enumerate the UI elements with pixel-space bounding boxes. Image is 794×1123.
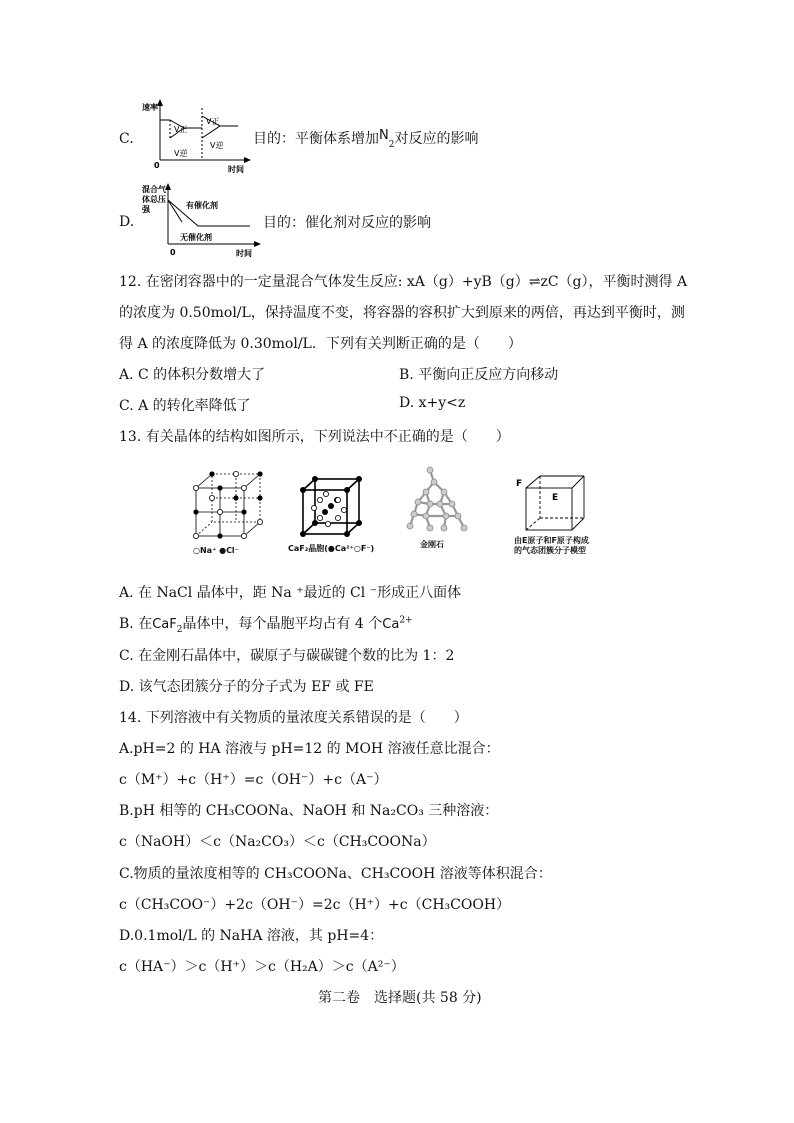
ef-label-f: F: [516, 479, 523, 489]
caf2-unit-cell-figure: [300, 476, 362, 540]
q13-option-a: A. 在 NaCl 晶体中，距 Na ⁺最近的 Cl ⁻形成正八面体: [119, 585, 462, 601]
diamond-structure-figure: [400, 466, 478, 538]
q11-c-rate-graph: [140, 98, 252, 176]
q11-d-curve1: 有催化剂: [186, 201, 218, 210]
ef-cluster-figure: [508, 472, 588, 534]
q11-d-ylabel-2: 体总压: [142, 195, 166, 204]
q14-stem: 14. 下列溶液中有关物质的量浓度关系错误的是（ ）: [119, 710, 468, 726]
q14-c-equation: c（CH₃COO⁻）+2c（OH⁻）=2c（H⁺）+c（CH₃COOH）: [119, 897, 511, 913]
q11-c-purpose: [253, 128, 478, 150]
nacl-lattice-figure: [190, 470, 270, 546]
q11-d-purpose: 目的：催化剂对反应的影响: [263, 215, 431, 231]
q11-c-n2-sub: 2: [388, 139, 395, 150]
q11-c-ylabel: 速率: [142, 103, 158, 112]
q12-option-b: B. 平衡向正反应方向移动: [399, 367, 559, 383]
q11-d-curve2: 无催化剂: [180, 233, 212, 242]
q13-b-ion-sup: 2+: [399, 615, 413, 626]
ef-label-e: E: [552, 493, 559, 503]
nacl-caption: ○Na⁺ ●Cl⁻: [193, 546, 239, 555]
q12-option-a: A. C 的体积分数增大了: [119, 367, 266, 383]
q11-d-xlabel: 时间: [236, 249, 252, 258]
q14-a-equation: c（M⁺）+c（H⁺）=c（OH⁻）+c（A⁻）: [119, 772, 388, 788]
q12-line-3: 得 A 的浓度降低为 0.30mol/L．下列有关判断正确的是（ ）: [119, 336, 522, 352]
q12-option-c: C. A 的转化率降低了: [119, 398, 251, 414]
q11-d-pressure-graph: [140, 182, 262, 260]
q11-c-vpos1: V正: [174, 125, 188, 134]
q11-d-ylabel-3: 强: [142, 205, 150, 214]
q11-d-ylabel-1: 混合气: [142, 185, 166, 194]
ef-caption-line-1: 由E原子和F原子构成: [514, 536, 589, 545]
q14-d-equation: c（HA⁻）＞c（H⁺）＞c（H₂A）＞c（A²⁻）: [119, 959, 405, 975]
q12-line-1: 12. 在密闭容器中的一定量混合气体发生反应: xA（g）+yB（g）⇌zC（g），平衡时测得 A: [119, 274, 688, 290]
q13-option-d: D. 该气态团簇分子的分子式为 EF 或 FE: [119, 679, 374, 695]
q13-b-pre: B. 在: [119, 616, 153, 632]
q11-c-purpose-pre: 目的：平衡体系增加: [253, 131, 379, 147]
q11-c-vpos2: V正: [206, 117, 220, 126]
q11-d-label: D.: [119, 214, 135, 230]
q13-option-b: [119, 613, 413, 635]
q14-b-equation: c（NaOH）＜c（Na₂CO₃）＜c（CH₃COONa）: [119, 834, 436, 850]
q11-c-n2: N: [379, 128, 389, 143]
q13-b-ion: Ca: [382, 617, 400, 632]
q13-b-mid: 晶体中，每个晶胞平均占有 4 个: [182, 616, 383, 632]
diamond-caption: 金刚石: [420, 540, 444, 549]
q14-a-label: A.pH=2 的 HA 溶液与 pH=12 的 MOH 溶液任意比混合：: [119, 741, 500, 757]
q11-c-vrev1: V逆: [174, 149, 188, 158]
q13-option-c: C. 在金刚石晶体中，碳原子与碳碳键个数的比为 1：2: [119, 648, 455, 664]
ef-caption-line-2: 的气态团簇分子模型: [514, 546, 586, 555]
caf2-caption: CaF₂晶胞(●Ca²⁺○F⁻): [288, 544, 375, 553]
q14-c-label: C.物质的量浓度相等的 CH₃COONa、CH₃COOH 溶液等体积混合：: [119, 866, 552, 882]
q13-b-caf-sub: 2: [176, 624, 183, 635]
q11-c-origin: 0: [154, 161, 160, 170]
q11-d-origin: 0: [170, 248, 176, 257]
q11-c-vrev2: V逆: [210, 141, 224, 150]
section-title: 第二卷 选择题(共 58 分): [318, 990, 482, 1006]
q14-b-label: B.pH 相等的 CH₃COONa、NaOH 和 Na₂CO₃ 三种溶液：: [119, 803, 499, 819]
q11-c-purpose-post: 对反应的影响: [394, 131, 479, 147]
q14-d-label: D.0.1mol/L 的 NaHA 溶液，其 pH=4：: [119, 928, 384, 944]
q11-c-label: C.: [119, 131, 134, 147]
q12-option-d: D. x+y<z: [399, 395, 466, 411]
q12-line-2: 的浓度为 0.50mol/L，保持温度不变，将容器的容积扩大到原来的两倍，再达到平衡时，测: [119, 305, 685, 321]
q13-b-caf: CaF: [152, 617, 177, 632]
q13-stem: 13. 有关晶体的结构如图所示，下列说法中不正确的是（ ）: [119, 429, 510, 445]
q11-c-xlabel: 时间: [228, 165, 244, 174]
